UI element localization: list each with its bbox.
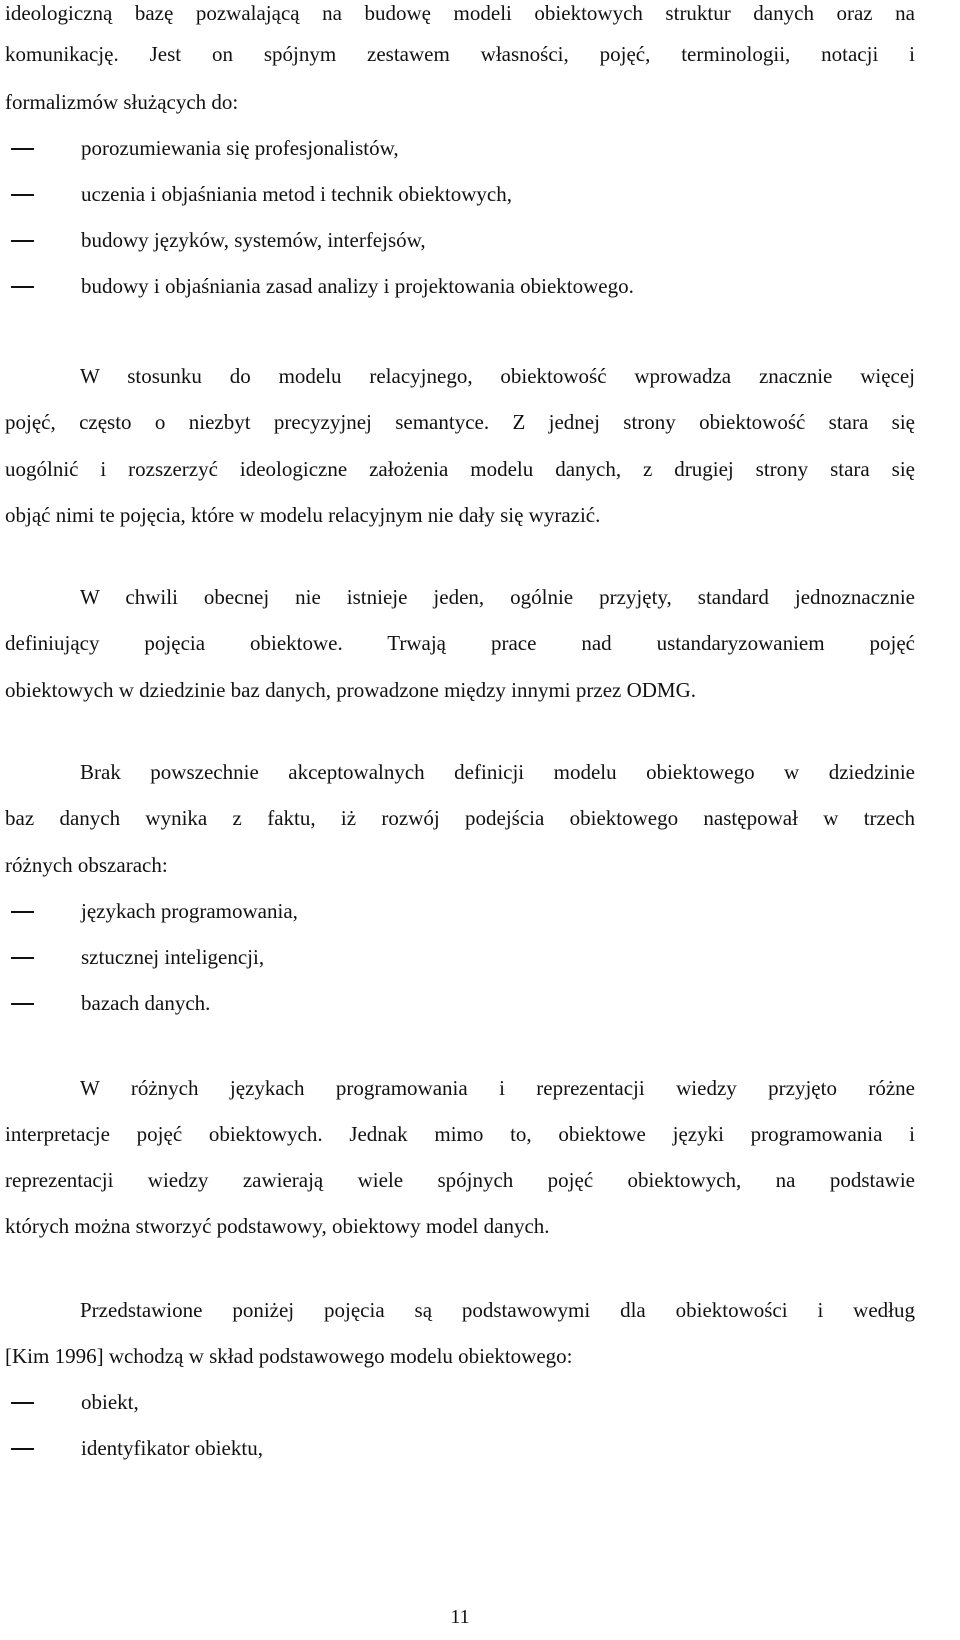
paragraph-first-line: Przedstawione poniżej pojęcia są podstawowymi dla obiektowości i według <box>80 1298 915 1322</box>
text-line: interpretacje pojęć obiektowych. Jednak mimo to, obiektowe języki programowania i <box>5 1122 915 1146</box>
list-item-text: identyfikator obiektu, <box>81 1436 263 1460</box>
text-line: definiujący pojęcia obiektowe. Trwają prace nad ustandaryzowaniem pojęć <box>5 631 915 655</box>
text-line: ideologiczną bazę pozwalającą na budowę modeli obiektowych struktur danych oraz na <box>5 1 915 25</box>
text-line: których można stworzyć podstawowy, obiektowy model danych. <box>5 1214 550 1238</box>
paragraph-first-line: W chwili obecnej nie istnieje jeden, ogólnie przyjęty, standard jednoznacznie <box>80 585 915 609</box>
text-line: reprezentacji wiedzy zawierają wiele spójnych pojęć obiektowych, na podstawie <box>5 1168 915 1192</box>
paragraph-first-line: W stosunku do modelu relacyjnego, obiektowość wprowadza znacznie więcej <box>80 364 915 388</box>
list-item-text: sztucznej inteligencji, <box>81 945 265 969</box>
text-line: pojęć, często o niezbyt precyzyjnej semantyce. Z jednej strony obiektowość stara się <box>5 410 915 434</box>
dash-bullet-icon <box>11 286 34 288</box>
paragraph-first-line: Brak powszechnie akceptowalnych definicji modelu obiektowego w dziedzinie <box>80 760 915 784</box>
text-line: [Kim 1996] wchodzą w skład podstawowego modelu obiektowego: <box>5 1344 573 1368</box>
dash-bullet-icon <box>11 1003 34 1005</box>
text-line: komunikację. Jest on spójnym zestawem własności, pojęć, terminologii, notacji i <box>5 42 915 66</box>
list-item-text: bazach danych. <box>81 991 211 1015</box>
text-line: obiektowych w dziedzinie baz danych, prowadzone między innymi przez ODMG. <box>5 678 697 702</box>
page-number: 11 <box>450 1606 470 1628</box>
dash-bullet-icon <box>11 911 34 913</box>
text-line: uogólnić i rozszerzyć ideologiczne założenia modelu danych, z drugiej strony stara się <box>5 457 915 481</box>
list-item-text: językach programowania, <box>81 899 298 923</box>
list-item-text: uczenia i objaśniania metod i technik obiektowych, <box>81 182 512 206</box>
dash-bullet-icon <box>11 240 34 242</box>
text-line: różnych obszarach: <box>5 853 168 877</box>
dash-bullet-icon <box>11 194 34 196</box>
list-item-text: porozumiewania się profesjonalistów, <box>81 136 399 160</box>
paragraph-first-line: W różnych językach programowania i reprezentacji wiedzy przyjęto różne <box>80 1076 915 1100</box>
text-line: baz danych wynika z faktu, iż rozwój podejścia obiektowego następował w trzech <box>5 806 915 830</box>
dash-bullet-icon <box>11 957 34 959</box>
text-line: objąć nimi te pojęcia, które w modelu relacyjnym nie dały się wyrazić. <box>5 503 601 527</box>
dash-bullet-icon <box>11 1402 34 1404</box>
text-line: formalizmów służących do: <box>5 90 239 114</box>
list-item-text: budowy i objaśniania zasad analizy i projektowania obiektowego. <box>81 274 634 298</box>
dash-bullet-icon <box>11 1448 34 1450</box>
dash-bullet-icon <box>11 148 34 150</box>
list-item-text: budowy języków, systemów, interfejsów, <box>81 228 426 252</box>
list-item-text: obiekt, <box>81 1390 139 1414</box>
